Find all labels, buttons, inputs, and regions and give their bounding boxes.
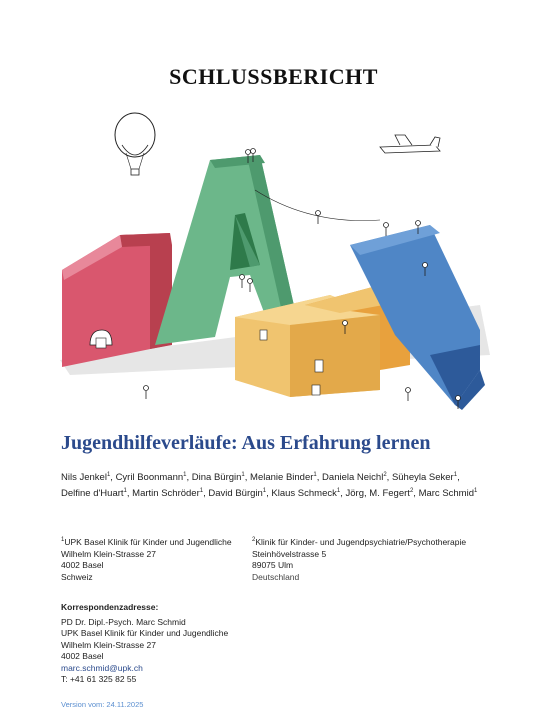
report-title: SCHLUSSBERICHT <box>169 64 378 89</box>
author: Süheyla Seker$^1$, <box>391 471 460 483</box>
author: Melanie Binder$^1$, <box>250 471 323 483</box>
affiliation-2: $^2$Klinik für Kinder- und Jugendpsychiatrie/Psychotherapie Steinhövelstrasse 5 89075 Ulm Deutschland <box>252 537 467 582</box>
balloon-icon <box>115 113 155 175</box>
report-subtitle: Jugendhilfeverläufe: Aus Erfahrung lernen <box>61 432 431 454</box>
author: Jörg, M. Fegert$^2$, <box>345 487 419 499</box>
airplane-icon <box>380 135 440 153</box>
correspondence-heading: Korrespondenzadresse: <box>61 602 159 612</box>
author: Martin Schröder$^1$, <box>132 487 209 499</box>
author: David Bürgin$^1$, <box>208 487 272 499</box>
red-letter-block <box>62 233 172 367</box>
version-date: Version vom: 24.11.2025 <box>61 700 144 709</box>
correspondence-address: Korrespondenzadresse: PD Dr. Dipl.-Psych. Marc Schmid UPK Basel Klinik für Kinder und Jugendliche Wilhelm Klein-Strasse 27 4002 Basel marc.schmid@upk.ch T: +41 61 325 82 55 <box>61 602 229 684</box>
author: Delfine d'Huart$^1$, <box>61 487 133 499</box>
author-list <box>61 470 491 502</box>
author: Nils Jenkel$^1$, <box>61 471 116 483</box>
author: Dina Bürgin$^1$, <box>191 471 251 483</box>
phone-number: T: +41 61 325 82 55 <box>61 674 137 684</box>
author: Daniela Neichl$^2$, <box>322 471 392 483</box>
cover-illustration <box>50 105 500 420</box>
author: Klaus Schmeck$^1$, <box>271 487 346 499</box>
affiliation-1: $^1$UPK Basel Klinik für Kinder und Jugendliche Wilhelm Klein-Strasse 27 4002 Basel Schweiz <box>61 537 232 582</box>
author: Cyril Boonmann$^1$, <box>115 471 192 483</box>
author: Marc Schmid$^1$ <box>418 487 478 499</box>
email-link[interactable]: marc.schmid@upk.ch <box>61 662 143 673</box>
